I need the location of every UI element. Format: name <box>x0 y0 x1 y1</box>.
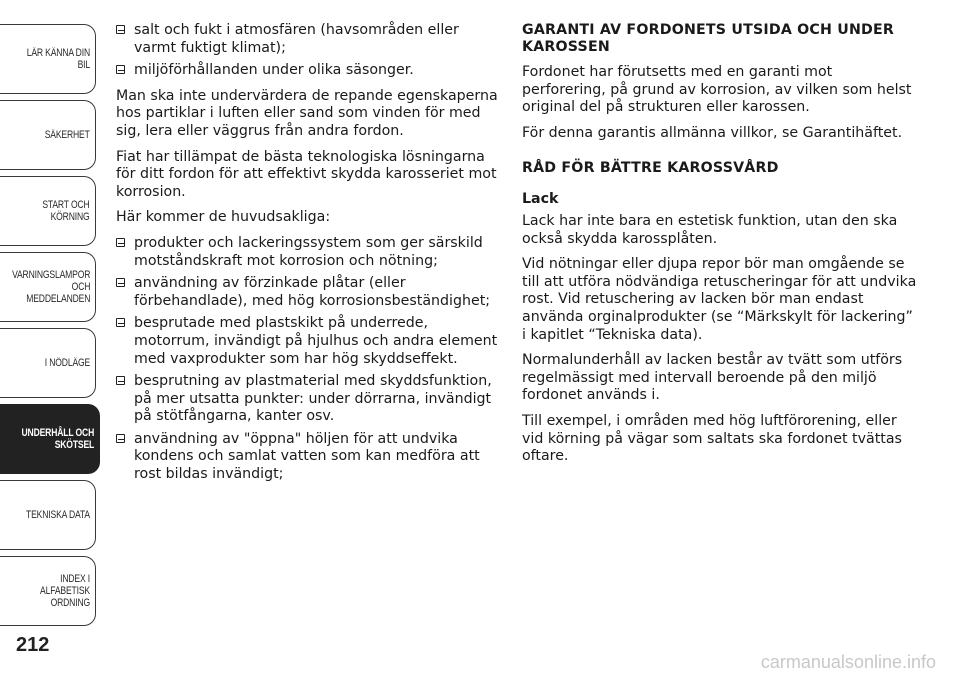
paragraph: Normalunderhåll av lacken består av tvätt som utförs regelmässigt med intervall beroende på den miljö fordonet används i. <box>522 352 903 404</box>
right-column <box>522 22 917 474</box>
list-item-text: salt och fukt i atmosfären (havsområden eller varmt fuktigt klimat); <box>134 22 459 56</box>
tab-lar-kanna-din-bil[interactable] <box>0 24 96 94</box>
paragraph: Fordonet har förutsetts med en garanti mot perforering, på grund av korrosion, av vilken som helst original del på strukturen eller karossen. <box>522 64 912 116</box>
paragraph: Här kommer de huvudsakliga: <box>116 209 331 226</box>
tab-label: INDEX I ALFABETISK ORDNING <box>40 573 90 609</box>
tab-label: START OCH KÖRNING <box>42 199 90 223</box>
bullet-list-main <box>116 235 498 484</box>
list-item <box>116 62 498 80</box>
chapter-tabs <box>0 0 100 678</box>
checkbox-bullet-icon <box>116 318 125 327</box>
list-item-text: användning av förzinkade plåtar (eller förbehandlade), med hög korrosionsbeständighet; <box>134 275 491 309</box>
bullet-list-top <box>116 22 498 80</box>
list-item <box>116 373 498 426</box>
list-item <box>116 315 498 368</box>
tab-label: LÄR KÄNNA DIN BIL <box>26 47 90 71</box>
paragraph: För denna garantis allmänna villkor, se Garantihäftet. <box>522 124 903 141</box>
checkbox-bullet-icon <box>116 65 125 74</box>
tab-start-och-korning[interactable] <box>0 176 96 246</box>
tab-label: UNDERHÅLL OCH SKÖTSEL <box>21 427 94 451</box>
checkbox-bullet-icon <box>116 376 125 385</box>
checkbox-bullet-icon <box>116 25 125 34</box>
list-item <box>116 275 498 310</box>
paragraph: Till exempel, i områden med hög luftförorening, eller vid körning på vägar som saltats ska fordonet tvättas oftare. <box>522 412 902 465</box>
left-column <box>116 22 498 492</box>
paragraph: Fiat har tillämpat de bästa teknologiska lösningarna för ditt fordon för att effektivt skydda karosseriet mot korrosion. <box>116 148 497 200</box>
subheading: Lack <box>522 191 559 208</box>
tab-sakerhet[interactable] <box>0 100 96 170</box>
tab-label: SÄKERHET <box>44 129 90 141</box>
tab-tekniska-data[interactable] <box>0 480 96 550</box>
tab-underhall-och-skotsel[interactable] <box>0 404 100 474</box>
checkbox-bullet-icon <box>116 278 125 287</box>
list-item-text: miljöförhållanden under olika säsonger. <box>134 62 414 79</box>
paragraph: Vid nötningar eller djupa repor bör man omgående se till att utföra nödvändiga retuscheringar för att undvika rost. Vid retuschering av lacken bör man endast använda orginalprodukter (se “Märkskylt för lackering” i kapitlet “Tekniska data). <box>522 256 917 343</box>
watermark: carmanualsonline.info <box>760 652 936 672</box>
paragraph: Lack har inte bara en estetisk funktion, utan den ska också skydda karossplåten. <box>522 212 898 247</box>
paragraph: Man ska inte undervärdera de repande egenskaperna hos partiklar i luften eller sand som vinden för med sig, lera eller väggrus från andra fordon. <box>116 87 498 139</box>
tab-i-nodlage[interactable] <box>0 328 96 398</box>
section-heading: GARANTI AV FORDONETS UTSIDA OCH UNDER KAROSSEN <box>522 22 895 55</box>
list-item <box>116 235 498 270</box>
list-item-text: besprutning av plastmaterial med skyddsfunktion, på mer utsatta punkter: under dörrarna, invändigt på stötfångarna, kanter osv. <box>134 373 492 425</box>
section-heading: RÅD FÖR BÄTTRE KAROSSVÅRD <box>522 160 779 177</box>
list-item-text: produkter och lackeringssystem som ger särskild motståndskraft mot korrosion och nötning; <box>134 234 483 269</box>
list-item-text: användning av "öppna" höljen för att undvika kondens och samlat vatten som kan medföra att rost bildas invändigt; <box>134 430 480 483</box>
tab-varningslampor[interactable] <box>0 252 96 322</box>
tab-label: VARNINGSLAMPOR OCH MEDDELANDEN <box>11 269 90 305</box>
list-item <box>116 431 498 484</box>
tab-label: I NÖDLÄGE <box>44 357 90 369</box>
page-number: 212 <box>16 634 50 656</box>
tab-label: TEKNISKA DATA <box>26 509 90 521</box>
checkbox-bullet-icon <box>116 238 125 247</box>
list-item-text: besprutade med plastskikt på underrede, motorrum, invändigt på hjulhus och andra element med vaxprodukter som har hög skyddseffekt. <box>134 315 498 367</box>
checkbox-bullet-icon <box>116 434 125 443</box>
tab-index[interactable] <box>0 556 96 626</box>
list-item <box>116 22 498 57</box>
